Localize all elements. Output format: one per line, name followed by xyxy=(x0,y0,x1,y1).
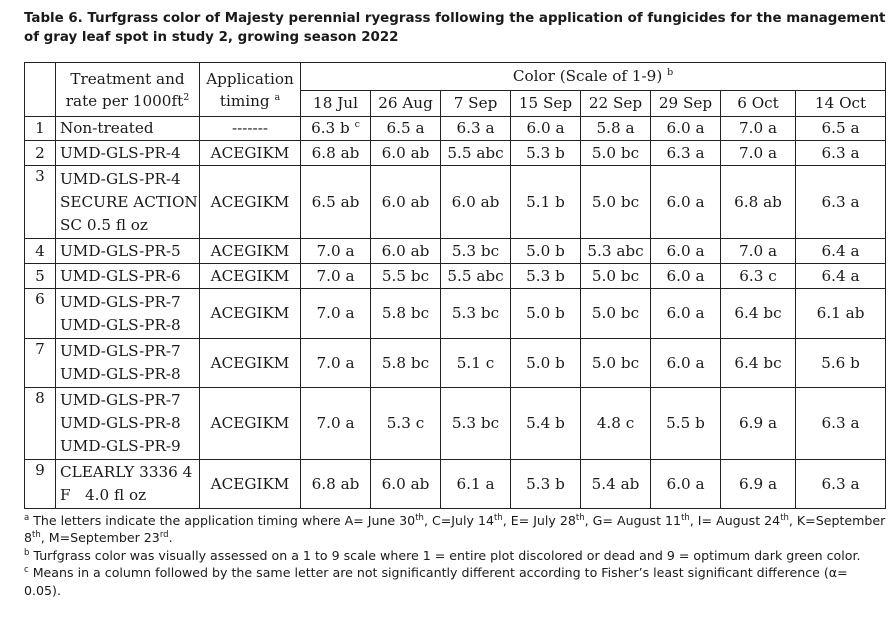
color-value: 5.4 b xyxy=(526,414,565,432)
footnote-a-ordinal: th xyxy=(415,512,424,523)
color-value-cell xyxy=(371,117,441,141)
color-value: 5.4 ab xyxy=(591,474,640,493)
table-row xyxy=(25,264,886,289)
treatment-line: UMD-GLS-PR-9 xyxy=(60,437,181,455)
color-value-cell xyxy=(511,141,581,166)
color-value-cell xyxy=(441,289,511,339)
color-value-cell xyxy=(511,388,581,460)
color-value-cell xyxy=(721,239,796,264)
row-number: 2 xyxy=(25,141,56,166)
color-value: 6.3 b xyxy=(311,119,350,137)
color-value-cell xyxy=(371,289,441,339)
timing-cell: ACEGIKM xyxy=(200,289,301,339)
color-value: 6.8 ab xyxy=(311,143,360,162)
table-row xyxy=(25,166,886,239)
color-value-cell xyxy=(301,166,371,239)
color-table xyxy=(24,62,886,509)
footnote-a-text: , M=September 23 xyxy=(40,530,160,546)
color-value-cell xyxy=(651,264,721,289)
footnote-a-mark: a xyxy=(24,512,30,523)
color-value-cell xyxy=(721,339,796,388)
timing-cell: ACEGIKM xyxy=(200,264,301,289)
color-value-cell xyxy=(371,141,441,166)
color-value-cell xyxy=(511,117,581,141)
header-date: 7 Sep xyxy=(441,91,511,117)
color-value: 6.3 a xyxy=(456,119,495,137)
color-value: 6.0 a xyxy=(666,119,705,137)
row-number: 3 xyxy=(25,166,56,239)
header-date: 6 Oct xyxy=(721,91,796,117)
footnote-a-ordinal: rd xyxy=(159,530,169,541)
color-value-cell xyxy=(651,460,721,509)
treatment-line: UMD-GLS-PR-8 xyxy=(60,365,181,383)
color-value-cell xyxy=(371,166,441,239)
color-value-cell xyxy=(371,264,441,289)
color-value: 5.5 b xyxy=(666,414,705,432)
treatment-line: F 4.0 fl oz xyxy=(60,486,147,504)
color-value: 7.0 a xyxy=(316,353,355,372)
header-date: 29 Sep xyxy=(651,91,721,117)
treatment-line: SC 0.5 fl oz xyxy=(60,215,148,234)
timing-cell: ACEGIKM xyxy=(200,339,301,388)
color-value: 5.8 bc xyxy=(381,304,430,322)
color-value-cell xyxy=(796,339,886,388)
color-value-cell xyxy=(796,289,886,339)
table-row xyxy=(25,289,886,339)
treatment-cell xyxy=(56,141,200,166)
header-treatment xyxy=(56,63,200,117)
header-color-group xyxy=(301,63,886,91)
footnote-a-ordinal: th xyxy=(780,512,789,523)
color-value-cell xyxy=(796,117,886,141)
color-value: 6.4 bc xyxy=(734,304,782,322)
color-value-cell xyxy=(651,141,721,166)
treatment-line: UMD-GLS-PR-6 xyxy=(60,266,181,285)
color-value: 6.9 a xyxy=(738,474,778,493)
color-value: 5.6 b xyxy=(821,353,860,372)
footnote-a xyxy=(24,512,888,547)
color-value: 6.4 a xyxy=(821,266,860,285)
color-value: 5.3 bc xyxy=(451,414,500,432)
color-value: 5.0 bc xyxy=(591,143,640,162)
footnote-a-text: , K=September 8 xyxy=(24,513,886,546)
color-value-cell xyxy=(796,166,886,239)
color-value: 6.4 bc xyxy=(734,353,782,372)
header-treatment-line1: Treatment and xyxy=(70,69,185,88)
treatment-cell xyxy=(56,388,200,460)
color-value: 6.0 a xyxy=(526,119,565,137)
header-date: 15 Sep xyxy=(511,91,581,117)
footnote-c xyxy=(24,564,888,599)
color-value: 6.5 ab xyxy=(311,192,360,211)
color-value: 7.0 a xyxy=(316,414,355,432)
color-value-cell xyxy=(441,166,511,239)
color-value-cell xyxy=(651,289,721,339)
color-value: 5.1 b xyxy=(526,192,565,211)
footnote-ref-c: c xyxy=(354,118,360,130)
header-number xyxy=(25,63,56,117)
footnote-b-text: Turfgrass color was visually assessed on a 1 to 9 scale where 1 = entire plot discolored or dead and 9 = optimum dark green color. xyxy=(29,547,861,563)
color-value: 5.3 b xyxy=(526,143,565,162)
header-treatment-line2: rate per 1000ft xyxy=(65,91,184,110)
row-number: 8 xyxy=(25,388,56,460)
color-value-cell xyxy=(796,460,886,509)
timing-cell: ACEGIKM xyxy=(200,141,301,166)
color-value: 7.0 a xyxy=(316,304,355,322)
color-value: 7.0 a xyxy=(738,143,778,162)
timing-cell: ACEGIKM xyxy=(200,166,301,239)
color-value: 5.8 a xyxy=(596,119,635,137)
color-value: 6.0 ab xyxy=(381,192,430,211)
color-value: 5.3 abc xyxy=(587,241,644,260)
timing-cell: ACEGIKM xyxy=(200,460,301,509)
header-timing xyxy=(200,63,301,117)
color-value: 6.3 a xyxy=(821,143,860,162)
color-value-cell xyxy=(301,460,371,509)
table-row xyxy=(25,141,886,166)
color-value-cell xyxy=(581,166,651,239)
footnote-a-text: , G= August 11 xyxy=(584,513,682,528)
color-value-cell xyxy=(301,117,371,141)
color-value: 5.3 bc xyxy=(451,304,500,322)
table-row xyxy=(25,239,886,264)
header-date: 14 Oct xyxy=(796,91,886,117)
color-value: 5.3 c xyxy=(386,414,425,432)
color-value-cell xyxy=(721,141,796,166)
color-value-cell xyxy=(441,264,511,289)
treatment-line: UMD-GLS-PR-4 xyxy=(60,169,181,188)
treatment-line: UMD-GLS-PR-4 xyxy=(60,143,181,162)
color-value-cell xyxy=(651,117,721,141)
color-value: 5.3 b xyxy=(526,266,565,285)
treatment-line: UMD-GLS-PR-8 xyxy=(60,315,181,334)
footnote-a-text: . xyxy=(168,530,173,546)
color-value: 5.1 c xyxy=(456,353,495,372)
color-value-cell xyxy=(721,388,796,460)
color-value: 5.3 bc xyxy=(451,241,500,260)
row-number: 7 xyxy=(25,339,56,388)
color-value-cell xyxy=(441,388,511,460)
footnote-c-text: Means in a column followed by the same letter are not significantly different according to Fisher’s least significant difference (α= 0.05). xyxy=(24,565,848,598)
color-value: 5.0 b xyxy=(526,241,565,260)
color-value-cell xyxy=(721,264,796,289)
color-value-cell xyxy=(511,264,581,289)
color-value-cell xyxy=(581,264,651,289)
color-value-cell xyxy=(581,388,651,460)
treatment-line: UMD-GLS-PR-5 xyxy=(60,241,181,260)
treatment-cell xyxy=(56,117,200,141)
footnote-b xyxy=(24,547,888,564)
timing-cell: ACEGIKM xyxy=(200,388,301,460)
color-value: 6.0 ab xyxy=(381,143,430,162)
color-value-cell xyxy=(721,460,796,509)
color-value-cell xyxy=(511,166,581,239)
color-value: 6.4 a xyxy=(821,241,860,260)
treatment-line: UMD-GLS-PR-7 xyxy=(60,391,181,409)
color-value-cell xyxy=(441,141,511,166)
color-value: 7.0 a xyxy=(316,266,355,285)
color-value: 6.0 a xyxy=(666,474,705,493)
color-value: 5.0 b xyxy=(526,304,565,322)
table-caption: Table 6. Turfgrass color of Majesty perennial ryegrass following the application of fungicides for the management of gray leaf spot in study 2, growing season 2022 xyxy=(24,11,886,45)
color-value: 6.1 ab xyxy=(816,304,865,322)
treatment-cell xyxy=(56,460,200,509)
color-value: 5.0 bc xyxy=(591,304,640,322)
color-value-cell xyxy=(651,166,721,239)
color-value-cell xyxy=(301,239,371,264)
color-value-cell xyxy=(796,264,886,289)
color-value-cell xyxy=(371,388,441,460)
row-number: 9 xyxy=(25,460,56,509)
color-value: 6.0 ab xyxy=(451,192,500,211)
color-value-cell xyxy=(371,460,441,509)
color-value-cell xyxy=(651,339,721,388)
color-value: 6.3 c xyxy=(739,266,777,285)
table-row xyxy=(25,117,886,141)
header-treatment-sup: 2 xyxy=(183,91,190,103)
header-date: 22 Sep xyxy=(581,91,651,117)
table-row xyxy=(25,388,886,460)
header-timing-line1: Application xyxy=(206,69,294,88)
color-value-cell xyxy=(301,141,371,166)
color-value-cell xyxy=(441,117,511,141)
color-value-cell xyxy=(441,239,511,264)
footnote-a-text: , C=July 14 xyxy=(423,513,494,528)
table-row xyxy=(25,460,886,509)
color-value-cell xyxy=(581,460,651,509)
row-number: 6 xyxy=(25,289,56,339)
color-value-cell xyxy=(721,166,796,239)
footnote-a-ordinal: th xyxy=(32,530,41,541)
row-number: 1 xyxy=(25,117,56,141)
footnote-a-ordinal: th xyxy=(575,512,585,523)
color-value: 6.0 ab xyxy=(381,241,430,260)
timing-cell: ACEGIKM xyxy=(200,239,301,264)
table-row xyxy=(25,339,886,388)
treatment-line: SECURE ACTION xyxy=(60,192,198,211)
color-value: 6.3 a xyxy=(821,414,860,432)
color-value: 7.0 a xyxy=(738,241,778,260)
color-value: 4.8 c xyxy=(596,414,635,432)
color-value-cell xyxy=(721,117,796,141)
color-value: 6.0 a xyxy=(666,192,705,211)
treatment-line: CLEARLY 3336 4 xyxy=(60,463,193,481)
color-value-cell xyxy=(301,388,371,460)
footnotes xyxy=(24,512,888,599)
color-value-cell xyxy=(511,289,581,339)
color-value-cell xyxy=(581,239,651,264)
color-value-cell xyxy=(651,239,721,264)
header-timing-line2: timing xyxy=(219,91,270,110)
color-value: 6.3 a xyxy=(821,474,860,493)
color-value-cell xyxy=(511,460,581,509)
color-value-cell xyxy=(371,339,441,388)
color-value: 6.8 ab xyxy=(311,474,360,493)
color-value: 5.5 abc xyxy=(447,143,504,162)
treatment-cell xyxy=(56,289,200,339)
color-value-cell xyxy=(581,141,651,166)
color-value-cell xyxy=(581,117,651,141)
color-value-cell xyxy=(721,289,796,339)
color-value: 5.8 bc xyxy=(381,353,430,372)
color-value: 6.0 a xyxy=(666,241,705,260)
color-value: 6.5 a xyxy=(386,119,425,137)
timing-cell: ------- xyxy=(200,117,301,141)
table-body xyxy=(25,117,886,509)
color-value-cell xyxy=(511,339,581,388)
color-value: 6.0 ab xyxy=(381,474,430,493)
color-value-cell xyxy=(301,289,371,339)
color-value-cell xyxy=(651,388,721,460)
footnote-b-mark: b xyxy=(24,547,30,558)
color-value: 6.0 a xyxy=(666,353,705,372)
treatment-line: UMD-GLS-PR-8 xyxy=(60,414,181,432)
color-value-cell xyxy=(796,239,886,264)
treatment-cell xyxy=(56,339,200,388)
treatment-line: Non-treated xyxy=(60,119,154,137)
color-value-cell xyxy=(371,239,441,264)
color-value: 6.3 a xyxy=(821,192,860,211)
treatment-cell xyxy=(56,239,200,264)
color-value: 5.3 b xyxy=(526,474,565,493)
color-value: 5.0 b xyxy=(526,353,565,372)
footnote-a-text: , E= July 28 xyxy=(502,513,576,528)
color-value: 7.0 a xyxy=(316,241,355,260)
color-value: 5.5 abc xyxy=(447,266,504,285)
color-value-cell xyxy=(441,460,511,509)
header-timing-sup: a xyxy=(274,91,281,103)
color-value: 6.3 a xyxy=(666,143,705,162)
color-value-cell xyxy=(581,339,651,388)
footnote-c-mark: c xyxy=(24,565,29,576)
footnote-a-text: , I= August 24 xyxy=(689,513,781,528)
header-date: 26 Aug xyxy=(371,91,441,117)
color-value: 7.0 a xyxy=(738,119,778,137)
color-value-cell xyxy=(301,264,371,289)
treatment-line: UMD-GLS-PR-7 xyxy=(60,342,181,360)
color-value: 6.9 a xyxy=(738,414,778,432)
row-number: 4 xyxy=(25,239,56,264)
header-color-sup: b xyxy=(667,66,674,78)
color-value: 5.5 bc xyxy=(381,266,430,285)
color-value-cell xyxy=(581,289,651,339)
color-value: 6.0 a xyxy=(666,304,705,322)
header-color-label: Color (Scale of 1-9) xyxy=(512,67,663,85)
footnote-a-ordinal: th xyxy=(493,512,503,523)
color-value-cell xyxy=(796,388,886,460)
row-number: 5 xyxy=(25,264,56,289)
footnote-a-ordinal: th xyxy=(681,512,690,523)
color-value-cell xyxy=(796,141,886,166)
color-value-cell xyxy=(441,339,511,388)
color-value: 5.0 bc xyxy=(591,353,640,372)
footnote-a-text: The letters indicate the application timing where A= June 30 xyxy=(29,513,416,528)
color-value: 6.0 a xyxy=(666,266,705,285)
treatment-cell xyxy=(56,264,200,289)
color-value: 6.5 a xyxy=(821,119,860,137)
color-value: 5.0 bc xyxy=(591,266,640,285)
color-value-cell xyxy=(511,239,581,264)
color-value: 6.8 ab xyxy=(734,192,782,211)
color-value: 6.1 a xyxy=(456,474,495,493)
treatment-cell xyxy=(56,166,200,239)
color-value-cell xyxy=(301,339,371,388)
treatment-line: UMD-GLS-PR-7 xyxy=(60,292,181,311)
color-value: 5.0 bc xyxy=(591,192,640,211)
header-date: 18 Jul xyxy=(301,91,371,117)
